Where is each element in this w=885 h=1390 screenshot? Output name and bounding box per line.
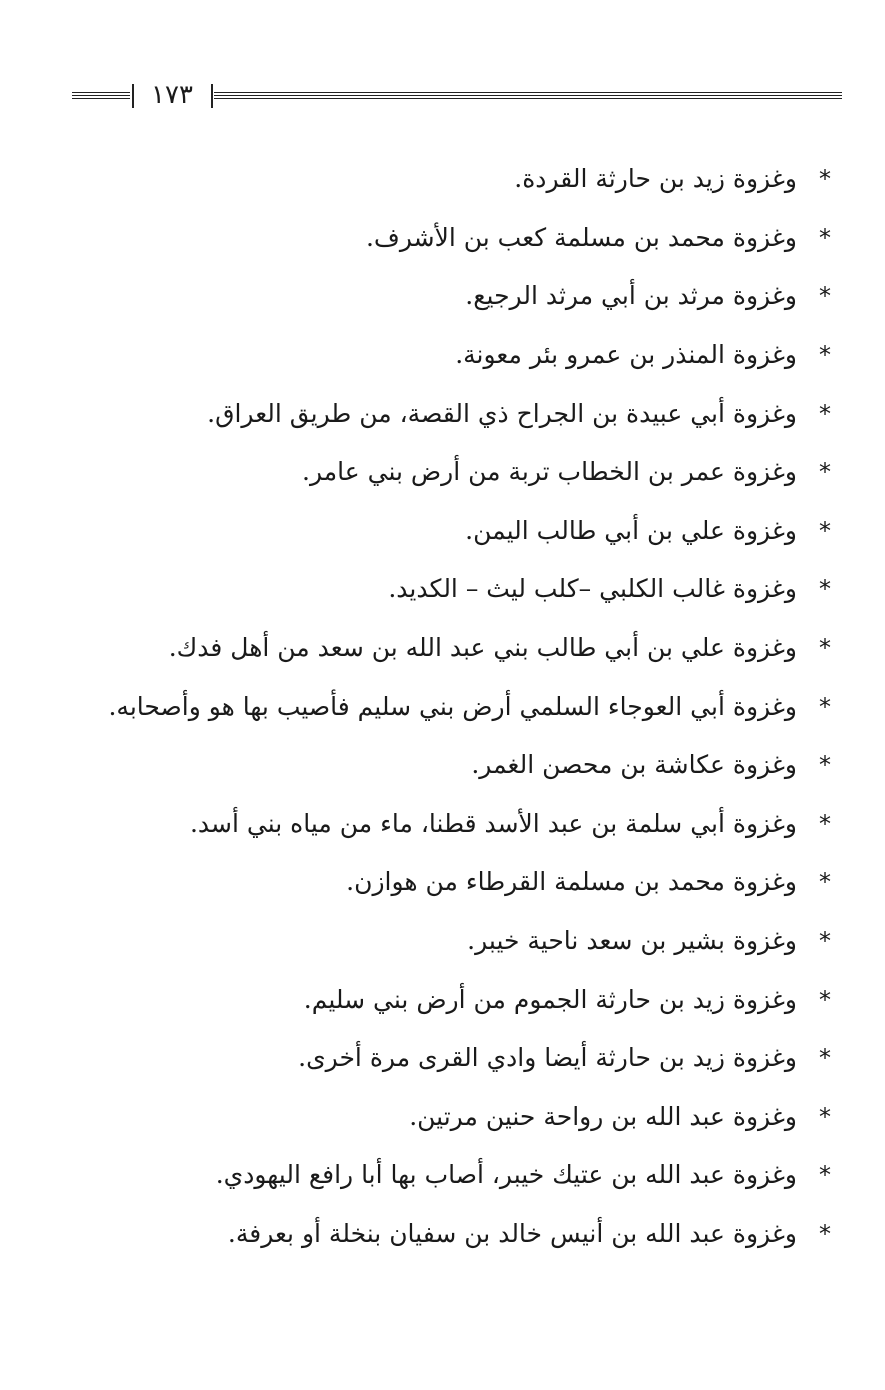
asterisk-bullet-icon: * (819, 692, 831, 721)
list-item (51, 795, 841, 854)
list-item-text: وغزوة عمر بن الخطاب تربة من أرض بني عامر. (302, 457, 797, 487)
asterisk-bullet-icon: * (819, 809, 831, 838)
list-item-text: وغزوة أبي سلمة بن عبد الأسد قطنا، ماء من مياه بني أسد. (189, 808, 797, 838)
page-number: ١٧٣ (151, 80, 193, 110)
asterisk-bullet-icon: * (819, 458, 831, 487)
asterisk-bullet-icon: * (819, 634, 831, 663)
list-item-text: وغزوة زيد بن حارثة الجموم من أرض بني سليم. (303, 984, 797, 1014)
list-item (51, 736, 841, 795)
list-item (51, 150, 841, 209)
asterisk-bullet-icon: * (819, 165, 831, 194)
expedition-list (51, 150, 841, 1263)
list-item (51, 560, 841, 619)
list-item (51, 912, 841, 971)
asterisk-bullet-icon: * (819, 751, 831, 780)
asterisk-bullet-icon: * (819, 282, 831, 311)
asterisk-bullet-icon: * (819, 1102, 831, 1131)
list-item-text: وغزوة زيد بن حارثة أيضا وادي القرى مرة أخرى. (298, 1043, 797, 1073)
list-item (51, 502, 841, 561)
list-item (51, 1205, 841, 1264)
asterisk-bullet-icon: * (819, 927, 831, 956)
list-item-text: وغزوة محمد بن مسلمة كعب بن الأشرف. (365, 222, 797, 252)
list-item (51, 443, 841, 502)
list-item-text: وغزوة عبد الله بن أنيس خالد بن سفيان بنخلة أو بعرفة. (227, 1218, 797, 1248)
asterisk-bullet-icon: * (819, 1219, 831, 1248)
list-item-text: وغزوة غالب الكلبي –كلب ليث – الكديد. (388, 574, 797, 604)
list-item (51, 853, 841, 912)
asterisk-bullet-icon: * (819, 575, 831, 604)
asterisk-bullet-icon: * (819, 223, 831, 252)
asterisk-bullet-icon: * (819, 985, 831, 1014)
list-item-text: وغزوة علي بن أبي طالب اليمن. (465, 515, 797, 545)
asterisk-bullet-icon: * (819, 399, 831, 428)
header-rule-right (214, 92, 842, 99)
list-item (51, 1029, 841, 1088)
running-header (72, 78, 842, 114)
list-item-text: وغزوة عبد الله بن رواحة حنين مرتين. (409, 1101, 797, 1131)
asterisk-bullet-icon: * (819, 516, 831, 545)
list-item-text: وغزوة محمد بن مسلمة القرطاء من هوازن. (346, 867, 797, 897)
header-divider-right (211, 84, 213, 108)
list-item-text: وغزوة عبد الله بن عتيك خيبر، أصاب بها أبا رافع اليهودي. (215, 1160, 797, 1190)
list-item (51, 619, 841, 678)
list-item (51, 677, 841, 736)
list-item (51, 326, 841, 385)
list-item-text: وغزوة أبي العوجاء السلمي أرض بني سليم فأصيب بها هو وأصحابه. (108, 691, 797, 721)
list-item (51, 384, 841, 443)
list-item-text: وغزوة مرثد بن أبي مرثد الرجيع. (465, 281, 797, 311)
list-item (51, 1146, 841, 1205)
list-item (51, 1088, 841, 1147)
list-item-text: وغزوة المنذر بن عمرو بئر معونة. (455, 340, 797, 370)
list-item-text: وغزوة بشير بن سعد ناحية خيبر. (467, 926, 797, 956)
asterisk-bullet-icon: * (819, 1044, 831, 1073)
asterisk-bullet-icon: * (819, 868, 831, 897)
list-item-text: وغزوة أبي عبيدة بن الجراح ذي القصة، من طريق العراق. (207, 398, 797, 428)
asterisk-bullet-icon: * (819, 341, 831, 370)
header-rule-left (72, 92, 130, 99)
list-item-text: وغزوة زيد بن حارثة القردة. (514, 164, 797, 194)
list-item (51, 970, 841, 1029)
list-item (51, 267, 841, 326)
asterisk-bullet-icon: * (819, 1161, 831, 1190)
list-item (51, 209, 841, 268)
list-item-text: وغزوة عكاشة بن محصن الغمر. (471, 750, 797, 780)
list-item-text: وغزوة علي بن أبي طالب بني عبد الله بن سعد من أهل فدك. (168, 633, 797, 663)
